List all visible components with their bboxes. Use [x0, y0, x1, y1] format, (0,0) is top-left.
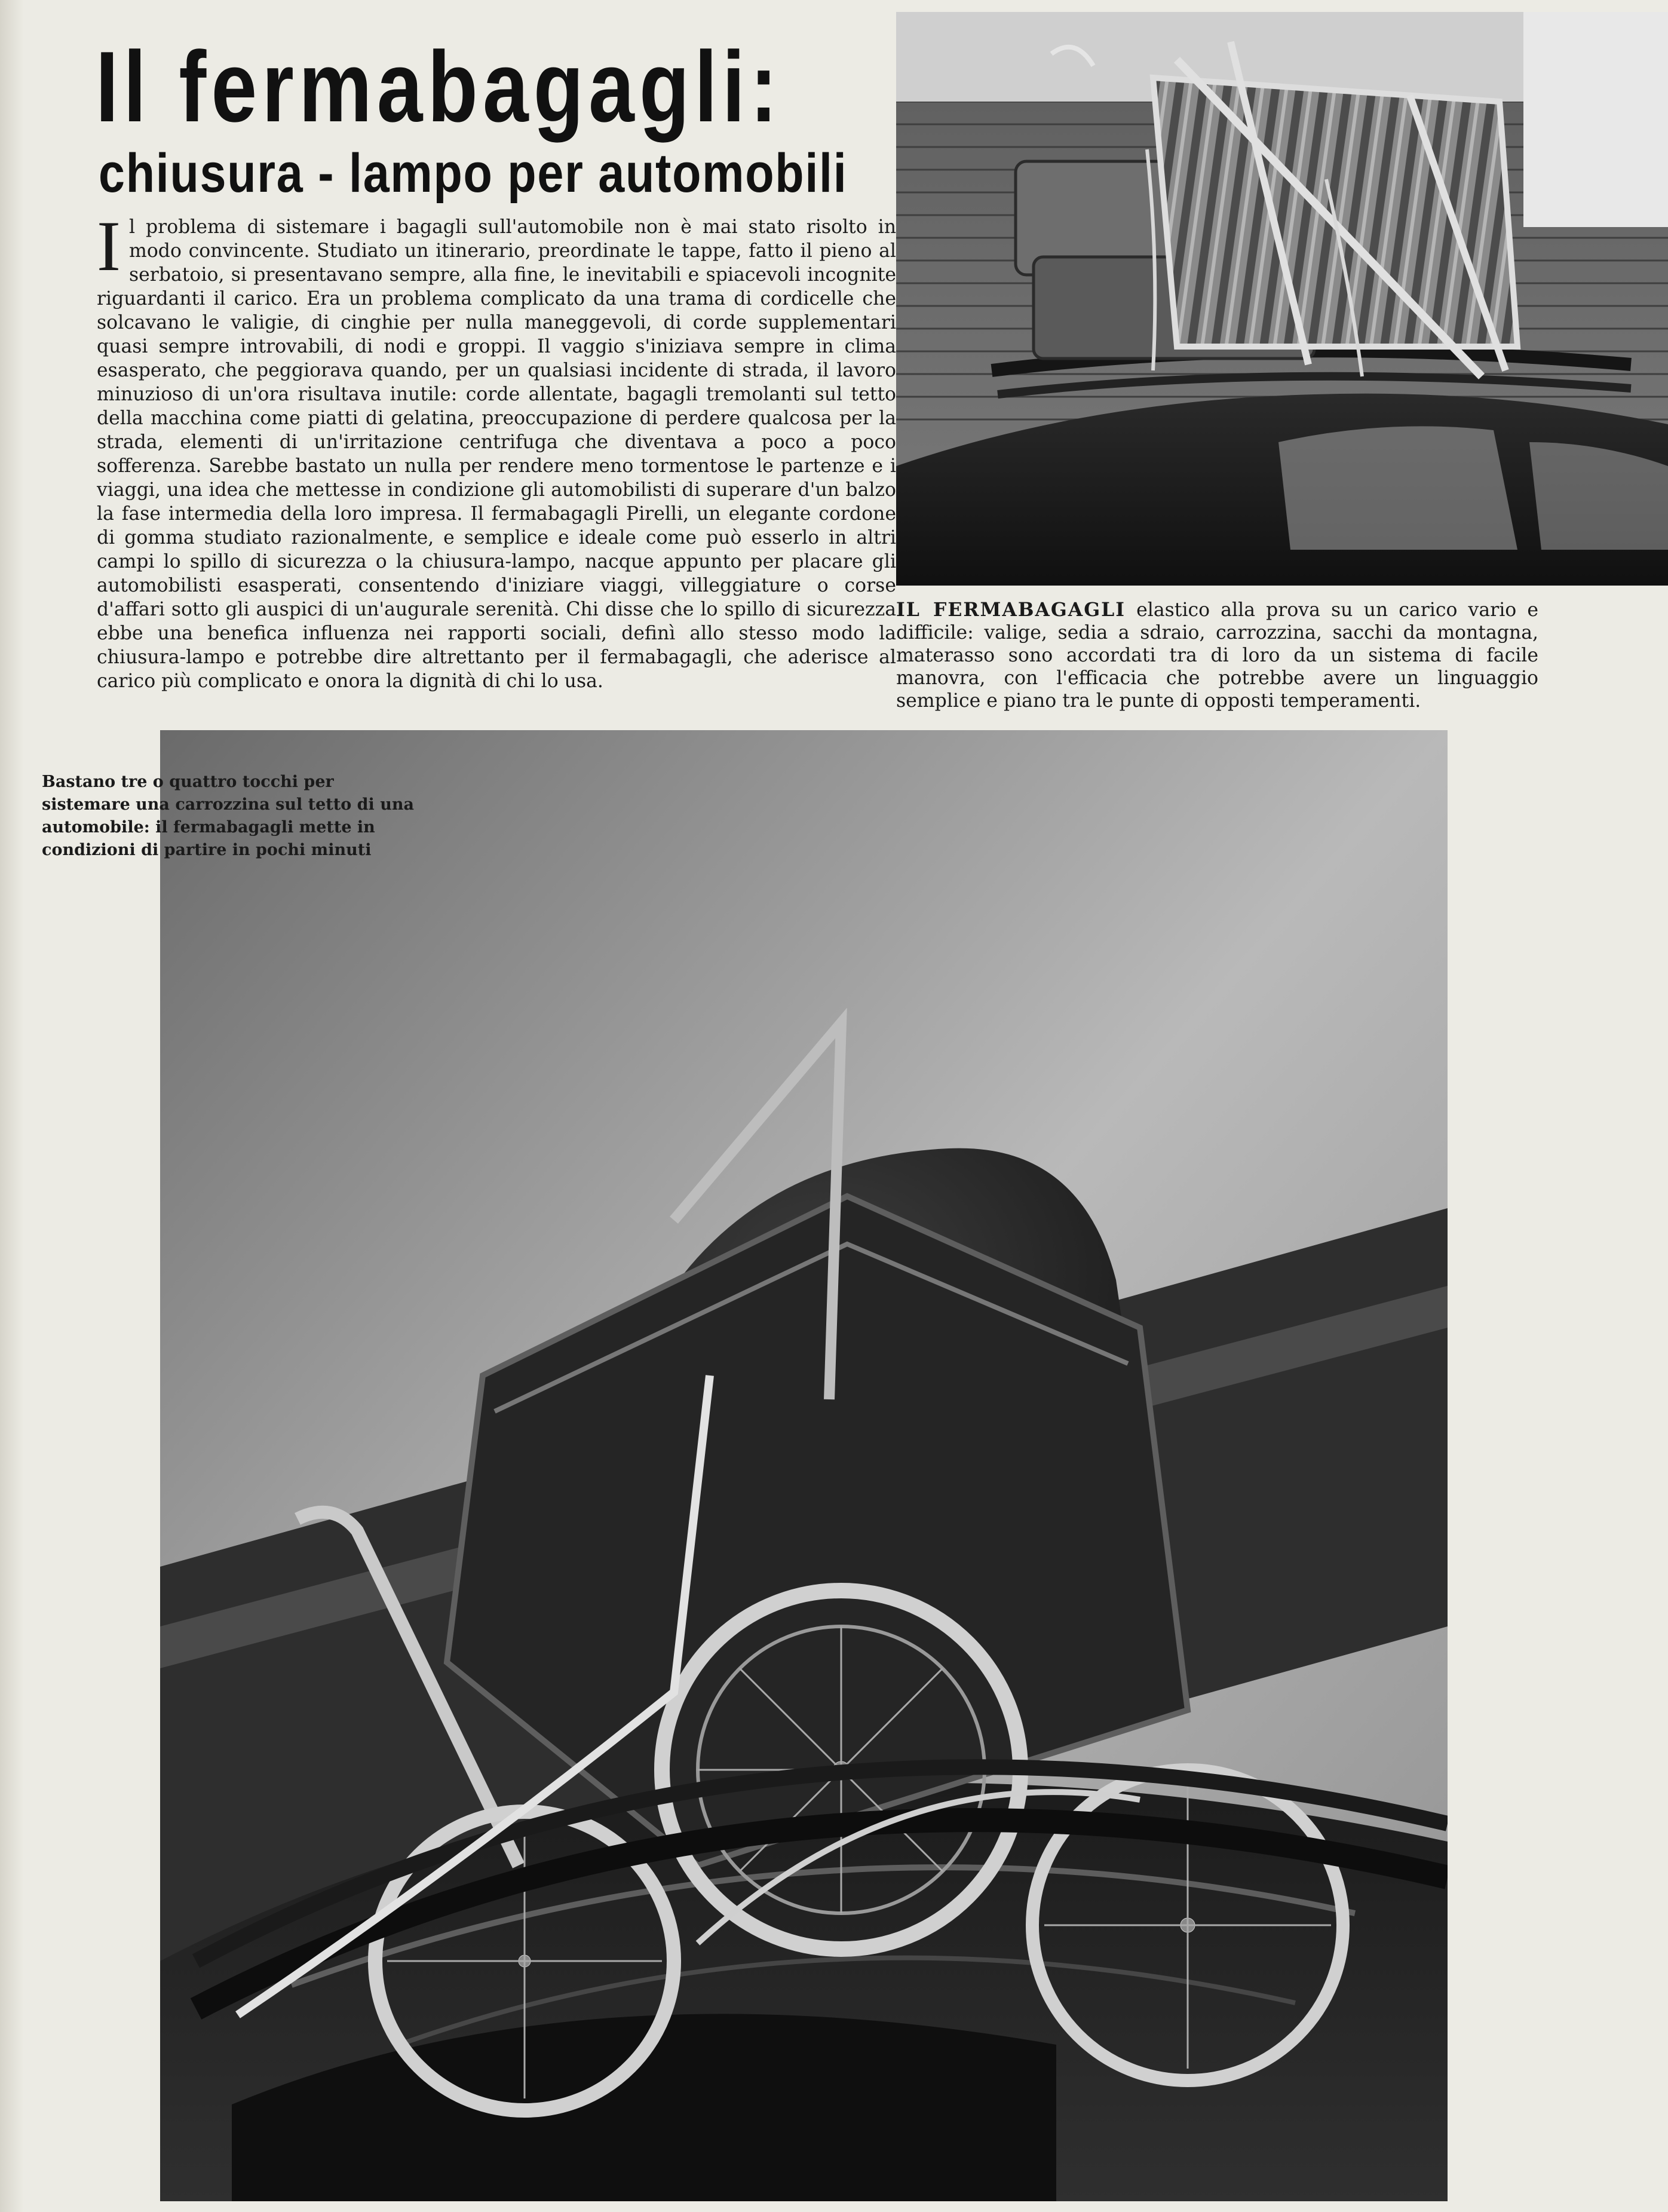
photo-luggage-on-roof [896, 12, 1668, 586]
article-title: Il fermabagagli: [96, 30, 783, 143]
caption-top-right [896, 599, 1538, 712]
article-body-text: l problema di sistemare i bagagli sull'automobile non è mai stato risolto in modo convincente. Studiato un itinerario, preordinate le tappe, fatto il pieno al serbatoio, si presentavano sempre, alla fine, le inevitabili e spiacevoli incognite riguardanti il carico. Era un problema complicato da una trama di cordicelle che solcavano le valigie, di cinghie per nulla maneggevoli, di corde supplementari quasi sempre introvabili, di nodi e groppi. Il vaggio s'iniziava sempre in clima esasperato, che peggiorava quando, per un qualsiasi incidente di strada, il lavoro minuzioso di un'ora risultava inutile: corde allentate, bagagli tremolanti sul tetto della macchina come piatti di gelatina, preoccupazione di perdere qualcosa per la strada, elementi di un'irritazione centrifuga che diventava a poco a poco sofferenza. Sarebbe bastato un nulla per rendere meno tormentose le partenze e i viaggi, una idea che mettesse in condizione gli automobilisti di superare d'un balzo la fase intermedia della loro impresa. Il fermabagagli Pirelli, un elegante cordone di gomma studiato razionalmente, e semplice e ideale come può esserlo in altri campi lo spillo di sicurezza o la chiusura-lampo, nacque appunto per placare gli automobilisti esasperati, consentendo d'iniziare viaggi, villeggiature o corse d'affari sotto gli auspici di un'augurale serenità. Chi disse che lo spillo di sicurezza ebbe una benefica influenza nei rapporti sociali, definì allo stesso modo la chiusura-lampo e potrebbe dire altrettanto per il fermabagagli, che aderisce al carico più complicato e onora la dignità di chi lo usa. [97, 216, 896, 692]
caption-top-lead: IL FERMABAGAGLI [896, 599, 1126, 621]
page-edge [0, 0, 24, 2212]
article-subtitle: chiusura - lampo per automobili [99, 143, 848, 204]
article-body [97, 215, 896, 699]
drop-cap: I [97, 215, 121, 286]
caption-left: Bastano tre o quattro tocchi per sistemare una carrozzina sul tetto di una automobile: il fermabagagli mette in condizioni di partire in pochi minuti [42, 773, 414, 859]
photo-pram-on-roof [160, 730, 1448, 2201]
caption-top-text: elastico alla prova su un carico vario e difficile: valige, sedia a sdraio, carrozzina, sacchi da montagna, materasso sono accordati tra di loro da un sistema di facile manovra, con l'efficacia che potrebbe avere un linguaggio semplice e piano tra le punte di opposti temperamenti. [896, 599, 1538, 712]
